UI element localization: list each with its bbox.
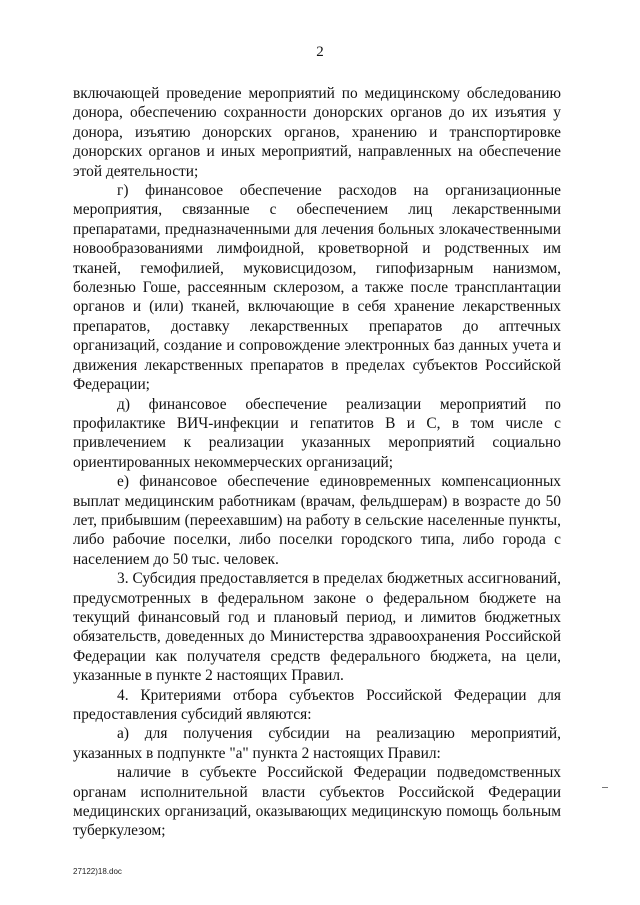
paragraph-item-a: а) для получения субсидии на реализацию мероприятий, указанных в подпункте "а" пункта 2 настоящих Правил: [73, 725, 561, 762]
paragraph-item-d: д) финансовое обеспечение реализации мероприятий по профилактике ВИЧ-инфекции и гепатитов В и С, в том числе с привлечением к реализации указанных мероприятий социально ориентированных некоммерческих организаций; [73, 395, 561, 471]
paragraph-criterion: наличие в субъекте Российской Федерации подведомственных органам исполнительной власти субъектов Российской Федерации медицинских организаций, оказывающих медицинскую помощь больным туберкулезом; [73, 764, 561, 840]
paragraph-continuation: включающей проведение мероприятий по медицинскому обследованию донора, обеспечению сохранности донорских органов до их изъятия у донора, изъятию донорских органов, хранению и транспортировке донорских органов и иных мероприятий, направленных на обеспечение этой деятельности; [73, 85, 561, 180]
paragraph-item-g: г) финансовое обеспечение расходов на организационные мероприятия, связанные с обеспечением лиц лекарственными препаратами, предназначенными для лечения больных злокачественными новообразованиями лимфоидной, кроветворной и родственных им тканей, гемофилией, муковисцидозом, гипофизарным нанизмом, болезнью Гоше, рассеянным склерозом, а также после трансплантации органов и (или) тканей, включающие в себя хранение лекарственных препаратов, доставку лекарственных препаратов до аптечных организаций, создание и сопровождение электронных баз данных учета и движения лекарственных препаратов в пределах субъектов Российской Федерации; [73, 182, 561, 394]
document-body [73, 84, 561, 841]
page-number: 2 [316, 44, 324, 60]
margin-mark [602, 787, 608, 788]
footer-file-code: 27122)18.doc [73, 867, 122, 876]
paragraph-section-4: 4. Критериями отбора субъектов Российской Федерации для предоставления субсидий являются: [73, 686, 561, 723]
paragraph-section-3: 3. Субсидия предоставляется в пределах бюджетных ассигнований, предусмотренных в федеральном законе о федеральном бюджете на текущий финансовый год и плановый период, и лимитов бюджетных обязательств, доведенных до Министерства здравоохранения Российской Федерации как получателя средств федерального бюджета, на цели, указанные в пункте 2 настоящих Правил. [73, 570, 561, 685]
paragraph-item-e: е) финансовое обеспечение единовременных компенсационных выплат медицинским работникам (врачам, фельдшерам) в возрасте до 50 лет, прибывшим (переехавшим) на работу в сельские населенные пункты, либо рабочие поселки, либо поселки городского типа, либо города с населением до 50 тыс. человек. [73, 473, 561, 568]
